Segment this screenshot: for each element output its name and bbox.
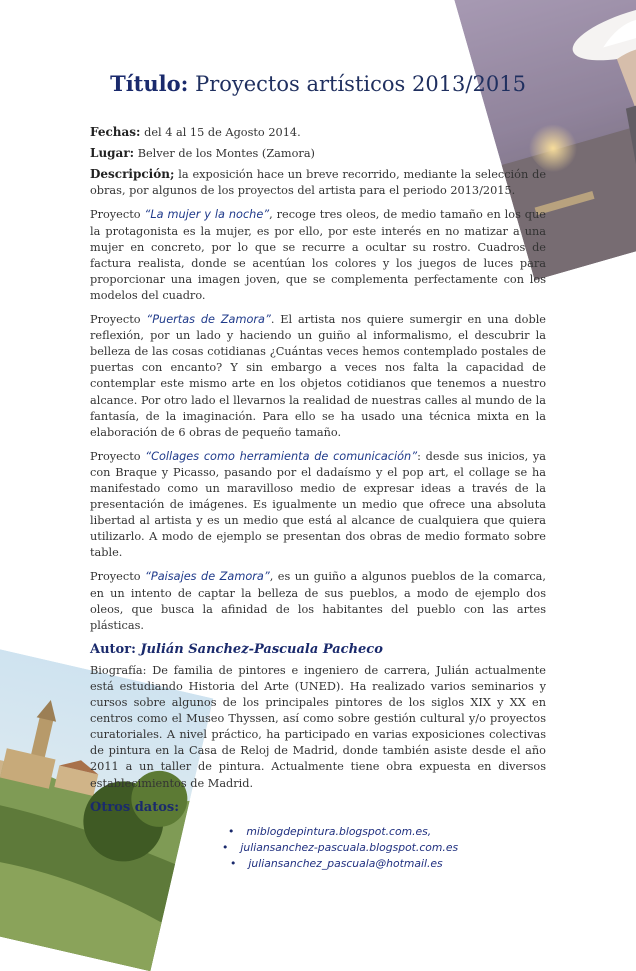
- blog-link[interactable]: • juliansanchez-pascuala.blogspot.com.es: [222, 840, 546, 856]
- project-lead: Proyecto: [90, 313, 147, 327]
- project-text: , es un guiño a algunos pueblos de la comarca, en un intento de captar la belleza de sus pueblos, a modo de ejemplo dos oleos, que busca la afinidad de los habitantes del pueblo con las artes plásticas.: [90, 570, 547, 632]
- project-text: , recoge tres oleos, de medio tamaño en los que la protagonista es la mujer, es por ello, por este interés en no matizar a una mujer en concreto, por lo que se recurre a ocultar su rostro. Cuadros de factura realista, donde se acentúan los colores y los juegos de luces para proporcionar una imagen joven, que se complementa perfectamente con los modelos del cuadro.: [90, 208, 546, 302]
- fechas-value: del 4 al 15 de Agosto 2014.: [144, 126, 301, 140]
- project-title: “Paisajes de Zamora”: [145, 570, 270, 584]
- project-lead: Proyecto: [90, 449, 146, 463]
- document-body: [90, 71, 547, 872]
- project-text: : desde sus inicios, ya con Braque y Picasso, pasando por el dadaísmo y el pop art, el collage se ha manifestado como un maravilloso medio de expresar ideas a través de la presentación de imágenes. Es igualmente un medio que ofrece una absoluta libertad al artista y es un medio que está al alcance de cualquiera que quiera utilizarlo. A modo de ejemplo se presentan dos obras de medio formato sobre table.: [90, 449, 546, 560]
- title-prefix: Título:: [110, 71, 189, 96]
- blog-link[interactable]: • miblogdepintura.blogspot.com.es,: [228, 824, 546, 840]
- project-paragraph: [90, 449, 546, 562]
- email-link[interactable]: • juliansanchez_pascuala@hotmail.es: [230, 856, 546, 872]
- lugar-value: Belver de los Montes (Zamora): [137, 147, 315, 161]
- project-text: . El artista nos quiere sumergir en una doble reflexión, por un lado y haciendo un guiño al informalismo, el descubrir la belleza de las cosas cotidianas ¿Cuántas veces hemos contemplado postales de puertas con encanto? Y sin embargo a veces nos falta la capacidad de contemplar este mismo arte en los objetos cotidianos que tenemos a nuestro alcance. Por otro lado el llevarnos la realidad de nuestras calles al mundo de la fantasía, de la imaginación. Para ello se ha usado una técnica mixta en la elaboración de 6 obras de pequeño tamaño.: [90, 313, 546, 439]
- descripcion-value: la exposición hace un breve recorrido, mediante la selección de obras, por algunos de los proyectos del artista para el periodo 2013/2015.: [90, 168, 547, 198]
- descripcion-paragraph: [90, 166, 546, 199]
- fechas-line: [90, 124, 546, 141]
- autor-name: Julián Sanchez-Pascuala Pacheco: [140, 641, 383, 657]
- biografia-paragraph: Biografía: De familia de pintores e ingeniero de carrera, Julián actualmente está estudiando Historia del Arte (UNED). Ha realizado varios seminarios y cursos sobre algunos de los principales pintores de los siglos XIX y XX en centros como el Museo Thyssen, así como sobre gestión cultural y/o proyectos curatoriales. A nivel práctico, ha participado en varias exposiciones colectivas de pintura en la Casa de Reloj de Madrid, donde también asiste desde el año 2011 a un taller de pintura. Actualmente tiene obra expuesta en diversos establecimientos de Madrid.: [90, 663, 546, 790]
- autor-label: Autor:: [90, 641, 136, 657]
- lugar-line: [90, 145, 546, 162]
- title-text: Proyectos artísticos 2013/2015: [195, 72, 526, 96]
- project-paragraph: [90, 207, 546, 304]
- project-paragraph: [90, 569, 546, 633]
- project-lead: Proyecto: [90, 208, 145, 222]
- project-title: “La mujer y la noche”: [144, 208, 270, 222]
- autor-heading: [90, 642, 546, 658]
- project-paragraph: [90, 312, 546, 441]
- otros-datos-heading: Otros datos:: [90, 799, 180, 815]
- page-title: [90, 71, 546, 96]
- fechas-label: Fechas:: [90, 125, 141, 140]
- project-lead: Proyecto: [90, 570, 146, 584]
- lugar-label: Lugar:: [90, 146, 135, 161]
- project-title: “Collages como herramienta de comunicación”: [145, 449, 418, 463]
- links-list: [90, 824, 546, 872]
- project-title: “Puertas de Zamora”: [146, 313, 271, 327]
- descripcion-label: Descripción;: [90, 167, 175, 182]
